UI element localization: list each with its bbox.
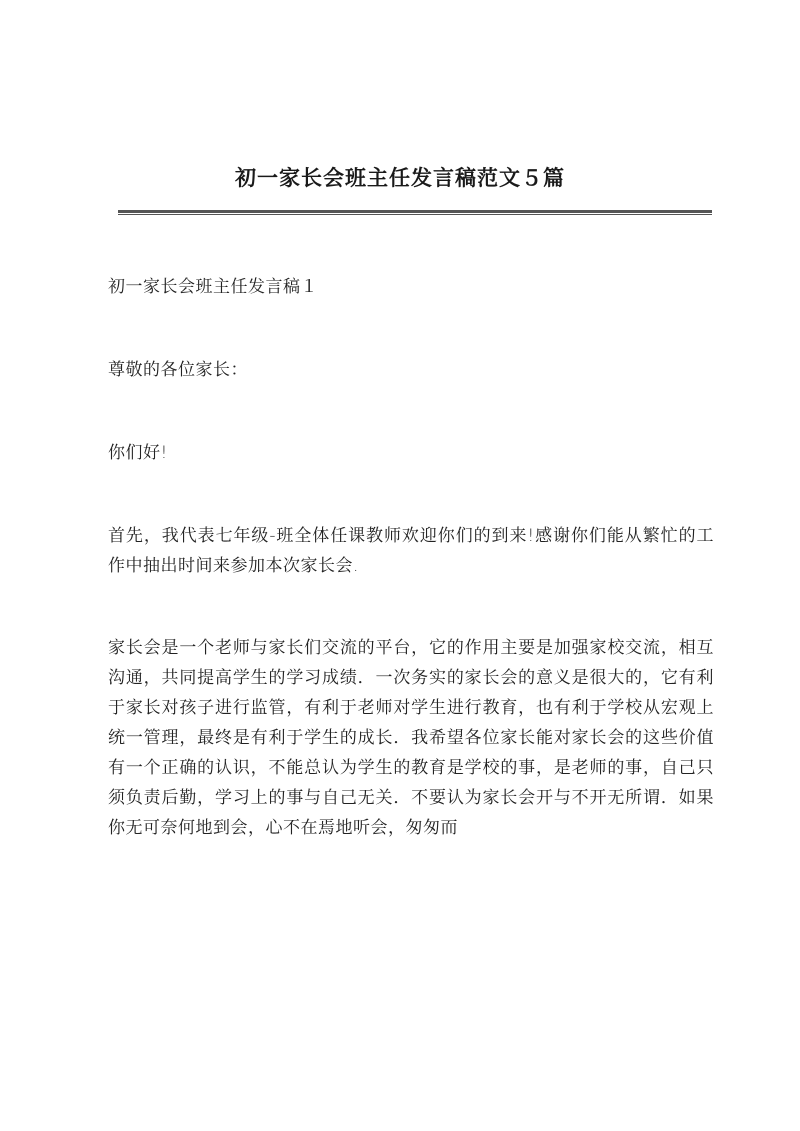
document-body: [108, 272, 714, 891]
body-paragraph: 首先，我代表七年级-班全体任课教师欢迎你们的到来!感谢你们能从繁忙的工作中抽出时间来参加本次家长会.: [108, 526, 714, 576]
section-heading: 初一家长会班主任发言稿１: [108, 277, 318, 297]
greeting: 你们好!: [108, 443, 168, 463]
document-title: 初一家长会班主任发言稿范文５篇: [235, 165, 565, 190]
body-paragraph: 家长会是一个老师与家长们交流的平台，它的作用主要是加强家校交流，相互沟通，共同提高学生的学习成绩．一次务实的家长会的意义是很大的，它有利于家长对孩子进行监管，有利于老师对学生进行教育，也有利于学校从宏观上统一管理，最终是有利于学生的成长．我希望各位家长能对家长会的这些价值有一个正确的认识，不能总认为学生的教育是学校的事，是老师的事，自己只须负责后勤，学习上的事与自己无关．不要认为家长会开与不开无所谓．如果你无可奈何地到会，心不在焉地听会，匆匆而: [108, 638, 714, 838]
salutation: 尊敬的各位家长：: [108, 360, 248, 380]
title-underline-divider: [118, 210, 712, 215]
